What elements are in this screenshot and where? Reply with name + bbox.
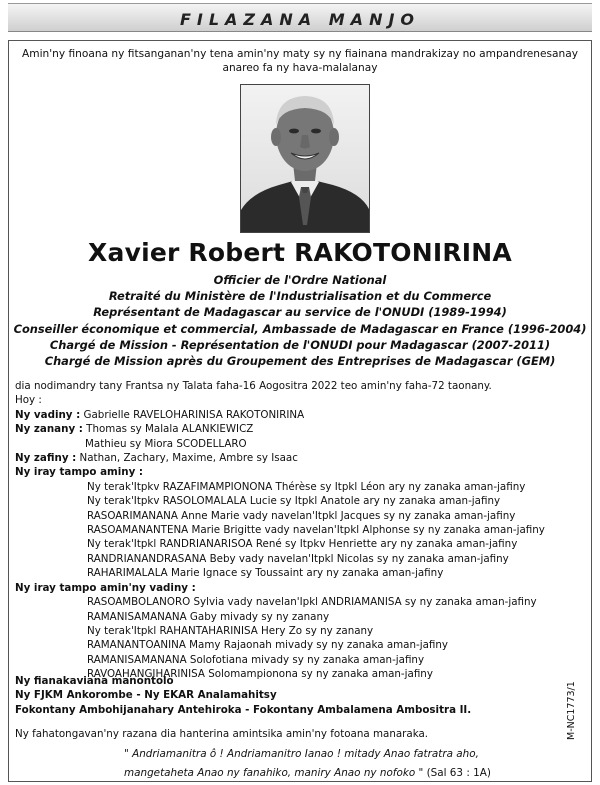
spouse-siblings-label: Ny iray tampo amin'ny vadiny : <box>15 581 196 594</box>
children-label: Ny zanany : <box>15 423 83 436</box>
hoy-label: Hoy : <box>15 394 42 407</box>
spouse-sibling-entry: RAMANISAMANANA Solofotiana mivady sy ny zanaka aman-jafiny <box>87 653 425 666</box>
quote-text: mangetaheta Anao ny fanahiko, maniry Anao ny nofoko " <box>124 767 424 779</box>
quote-line-1: " Andriamanitra ô ! Andriamanitro Ianao ! mitady Anao fatratra aho, <box>124 748 479 760</box>
intro-text: Amin'ny finoana ny fitsanganan'ny tena amin'ny maty sy ny fiainana mandrakizay no ampandrenesanay anareo fa ny hava-malalanay <box>22 48 578 74</box>
spouse-sibling-entry: RAMANISAMANANA Gaby mivady sy ny zanany <box>87 610 330 623</box>
signatory-line: Ny fianakaviana manontolo <box>15 675 174 687</box>
sibling-entry: RASOAMANANTENA Marie Brigitte vady navelan'Itpkl Alphonse sy ny zanaka aman-jafiny <box>87 524 545 537</box>
spouse-label: Ny vadiny : <box>15 408 81 421</box>
siblings-label: Ny iray tampo aminy : <box>15 466 144 479</box>
title-line: Retraité du Ministère de l'Industrialisation et du Commerce <box>108 289 492 304</box>
sibling-entry: RANDRIANANDRASANA Beby vady navelan'Itpkl Nicolas sy ny zanaka aman-jafiny <box>87 552 509 565</box>
grandchildren-names: Nathan, Zachary, Maxime, Ambre sy Isaac <box>79 452 298 465</box>
spouse-sibling-entry: RAVOAHANGIHARINISA Solomampionona sy ny zanaka aman-jafiny <box>87 668 433 681</box>
sibling-entry: RAHARIMALALA Marie Ignace sy Toussaint ary ny zanaka aman-jafiny <box>87 567 444 580</box>
sibling-entry: Ny terak'Itpkv RASOLOMALALA Lucie sy Itpkl Anatole ary ny zanaka aman-jafiny <box>87 495 501 508</box>
children-name: Mathieu sy Miora SCODELLARO <box>85 437 247 450</box>
title-line: Chargé de Mission après du Groupement des Entreprises de Madagascar (GEM) <box>44 354 556 369</box>
closing-text: Ny fahatongavan'ny razana dia hanterina amintsika amin'ny fotoana manaraka. <box>15 728 429 740</box>
signatory-line: Ny FJKM Ankorombe - Ny EKAR Analamahitsy <box>15 689 277 702</box>
grandchildren-label: Ny zafiny : <box>15 452 77 465</box>
bible-quote <box>124 745 491 783</box>
sibling-entry: Ny terak'Itpkv RAZAFIMAMPIONONA Thérèse sy Itpkl Léon ary ny zanaka aman-jafiny <box>87 480 526 493</box>
header-title: FILAZANA MANJO <box>179 10 421 29</box>
spouse-name: Gabrielle RAVELOHARINISA RAKOTONIRINA <box>83 408 305 421</box>
header-band <box>8 3 592 32</box>
family-section <box>15 379 575 682</box>
deceased-titles <box>0 272 600 369</box>
title-line: Conseiller économique et commercial, Ambassade de Madagascar en France (1996-2004) <box>13 321 587 336</box>
spouse-row <box>15 408 575 422</box>
title-line: Représentant de Madagascar au service de l'ONUDI (1989-1994) <box>93 305 507 320</box>
announcement: dia nodimandry tany Frantsa ny Talata faha-16 Aogositra 2022 teo amin'ny faha-72 taonany. <box>15 380 492 392</box>
title-line: Officier de l'Ordre National <box>213 273 387 287</box>
quote-reference: (Sal 63 : 1A) <box>426 767 491 779</box>
spouse-sibling-entry: Ny terak'Itpkl RAHANTAHARINISA Hery Zo sy ny zanany <box>87 624 374 637</box>
portrait-photo <box>240 84 370 233</box>
children-name: Thomas sy Malala ALANKIEWICZ <box>86 423 254 436</box>
quote-line-2 <box>124 764 491 783</box>
sibling-entry: RASOARIMANANA Anne Marie vady navelan'Itpkl Jacques sy ny zanaka aman-jafiny <box>87 509 516 522</box>
children-row <box>15 422 575 436</box>
sibling-entry: Ny terak'Itpkl RANDRIANARISOA René sy Itpkv Henriette ary ny zanaka aman-jafiny <box>87 538 518 551</box>
grandchildren-row <box>15 451 575 465</box>
signatory-line: Fokontany Ambohijanahary Antehiroka - Fokontany Ambalamena Ambositra II. <box>15 703 472 716</box>
signatories <box>15 674 555 717</box>
portrait-illustration <box>241 85 369 232</box>
title-line: Chargé de Mission - Représentation de l'ONUDI pour Madagascar (2007-2011) <box>49 337 551 352</box>
reference-code: M-NC1773/1 <box>566 681 577 740</box>
spouse-sibling-entry: RASOAMBOLANORO Sylvia vady navelan'Ipkl ANDRIAMANISA sy ny zanaka aman-jafiny <box>87 596 537 609</box>
deceased-name: Xavier Robert RAKOTONIRINA <box>88 238 512 267</box>
spouse-sibling-entry: RAMANANTOANINA Mamy Rajaonah mivady sy ny zanaka aman-jafiny <box>87 639 449 652</box>
